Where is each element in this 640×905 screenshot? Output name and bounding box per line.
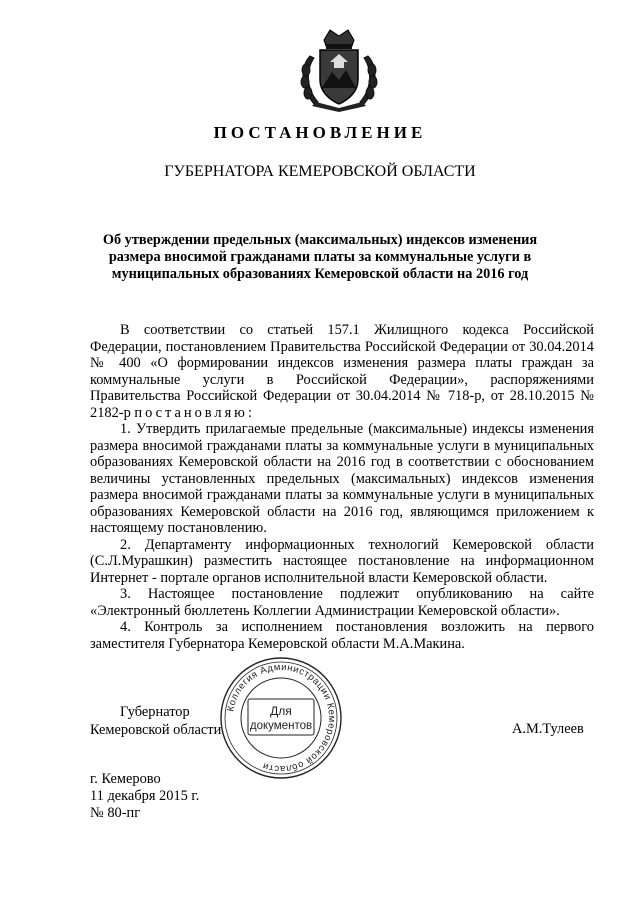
subject-line: размера вносимой гражданами платы за коммунальные услуги в xyxy=(108,249,532,265)
issue-date: 11 декабря 2015 г. xyxy=(90,788,200,804)
stamp-center-line: документов xyxy=(249,720,313,732)
item-paragraph-1: 1. Утвердить прилагаемые предельные (максимальные) индексы изменения размера вносимой гражданами платы за коммунальные услуги в муниципальных образованиях Кемеровской области на 2016 год в соответствии с обоснованием величины установленных предельных (максимальных) индексов изменения размера вносимой гражданами платы за коммунальные услуги в муниципальных образованиях Кемеровской области на 2016 год, являющимся приложением к настоящему постановлению. xyxy=(90,421,594,536)
item-paragraph-3: 3. Настоящее постановление подлежит опубликованию на сайте «Электронный бюллетень Коллегии Администрации Кемеровской области». xyxy=(90,586,594,619)
stamp-center-line: Для xyxy=(270,704,292,718)
subject-line: Об утверждении предельных (максимальных) индексов изменения xyxy=(102,232,538,248)
document-footer xyxy=(90,771,199,822)
document-subject xyxy=(100,232,540,283)
signatory-title-line: Кемеровской области xyxy=(90,722,222,738)
official-stamp xyxy=(218,655,344,781)
item-paragraph-4: 4. Контроль за исполнением постановления возложить на первого заместителя Губернатора Кемеровской области М.А.Макина. xyxy=(90,619,594,652)
document-number: № 80-пг xyxy=(90,805,141,821)
resolve-word: постановляю: xyxy=(134,404,255,421)
item-paragraph-2: 2. Департаменту информационных технологий Кемеровской области (С.Л.Мурашкин) разместить настоящее постановление на информационном Интернет - портале органов исполнительной власти Кемеровской области. xyxy=(90,536,594,586)
signatory-title-line: Губернатор xyxy=(120,704,190,720)
signatory-title xyxy=(90,703,230,739)
issue-city: г. Кемерово xyxy=(90,771,161,787)
signatory-name: А.М.Тулеев xyxy=(512,721,584,737)
subject-line: муниципальных образованиях Кемеровской области на 2016 год xyxy=(111,266,529,282)
coat-of-arms-emblem xyxy=(296,26,382,114)
document-type-heading: ПОСТАНОВЛЕНИЕ xyxy=(213,123,427,142)
stamp-ring-text: Коллегия Администрации Кемеровской области xyxy=(225,661,338,775)
preamble-text: В соответствии со статьей 157.1 Жилищного кодекса Российской Федерации, постановлением Правительства Российской Федерации от 30.04.2014 № 400 «О формировании индексов изменения размера платы граждан за коммунальные услуги в Российской Федерации», распоряжениями Правительства Российской Федерации от 30.04.2014 № 718-р, от 28.10.2015 № 2182-р xyxy=(90,322,594,421)
preamble-paragraph xyxy=(90,322,594,421)
document-body xyxy=(90,322,594,652)
issuer-heading: ГУБЕРНАТОРА КЕМЕРОВСКОЙ ОБЛАСТИ xyxy=(164,163,476,180)
